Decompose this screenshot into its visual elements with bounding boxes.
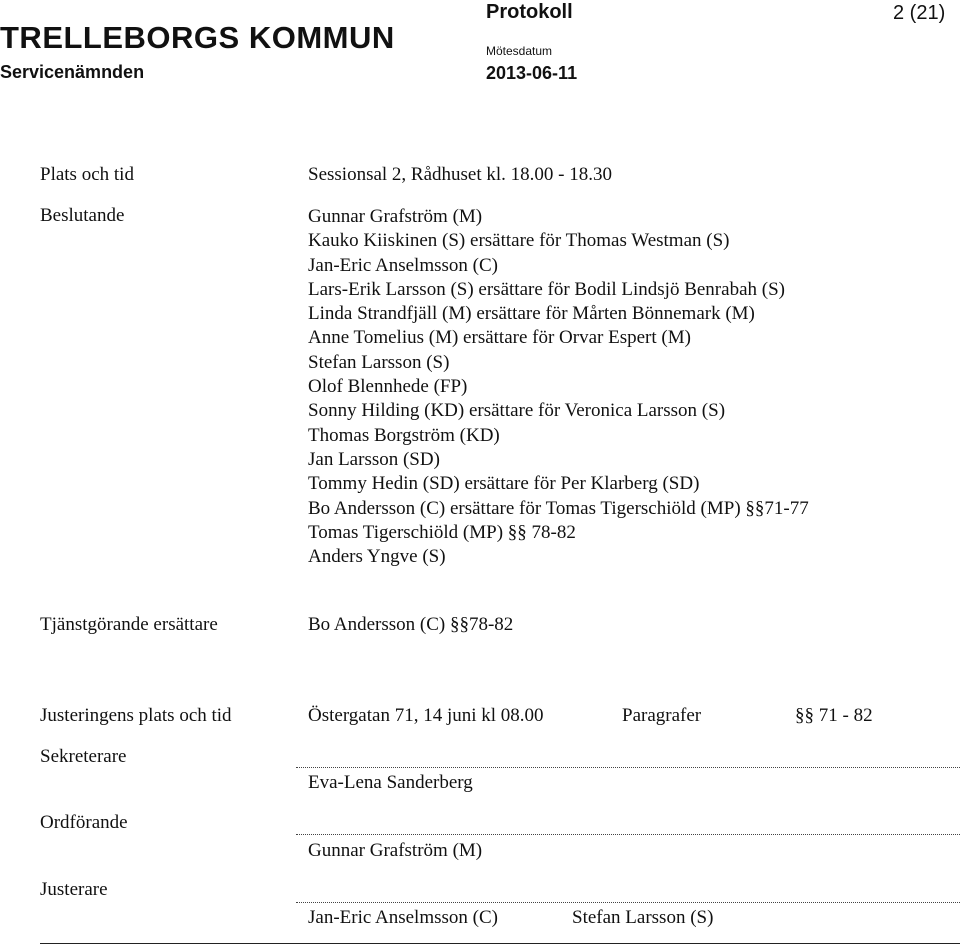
page-number: 2 (21): [893, 2, 946, 24]
list-item: Gunnar Grafström (M): [308, 206, 483, 227]
serving-substitutes-value: Bo Andersson (C) §§78-82: [308, 614, 514, 635]
adjuster-1-name: Jan-Eric Anselmsson (C): [308, 907, 498, 928]
list-item: Kauko Kiiskinen (S) ersättare för Thomas Westman (S): [308, 230, 730, 252]
page-bottom-rule: [40, 943, 960, 944]
secretary-label: Sekreterare: [40, 746, 127, 767]
list-item: Jan-Eric Anselmsson (C): [308, 254, 498, 276]
paragraphs-value: §§ 71 - 82: [795, 705, 873, 726]
adjusters-signature-line: [296, 902, 960, 903]
list-item: Stefan Larsson (S): [308, 351, 450, 373]
list-item: Lars-Erik Larsson (S) ersättare för Bodil Lindsjö Benrabah (S): [308, 278, 785, 300]
serving-substitutes-label: Tjänstgörande ersättare: [40, 614, 218, 635]
meeting-date-label: Mötesdatum: [486, 44, 553, 58]
list-item: Linda Strandfjäll (M) ersättare för Mårten Bönnemark (M): [308, 303, 755, 325]
chair-name: Gunnar Grafström (M): [308, 840, 483, 861]
adjustment-label: Justeringens plats och tid: [40, 705, 232, 726]
place-time-label: Plats och tid: [40, 164, 134, 185]
document-type: Protokoll: [486, 1, 573, 23]
list-item: Bo Andersson (C) ersättare för Tomas Tigerschiöld (MP) §§71-77: [308, 497, 809, 519]
organization-name: TRELLEBORGS KOMMUN: [0, 20, 395, 55]
list-item: Sonny Hilding (KD) ersättare för Veronica Larsson (S): [308, 400, 726, 422]
paragraphs-label: Paragrafer: [622, 705, 702, 726]
adjusters-label: Justerare: [40, 879, 108, 900]
secretary-name: Eva-Lena Sanderberg: [308, 772, 473, 793]
place-time-value: Sessionsal 2, Rådhuset kl. 18.00 - 18.30: [308, 164, 612, 185]
list-item: Tomas Tigerschiöld (MP) §§ 78-82: [308, 521, 576, 543]
list-item: Jan Larsson (SD): [308, 448, 440, 470]
meeting-date: 2013-06-11: [486, 63, 578, 83]
committee-name: Servicenämnden: [0, 62, 145, 82]
secretary-signature-line: [296, 767, 960, 768]
chair-signature-line: [296, 834, 960, 835]
chair-label: Ordförande: [40, 812, 128, 833]
list-item: Anne Tomelius (M) ersättare för Orvar Espert (M): [308, 327, 691, 349]
list-item: Thomas Borgström (KD): [308, 424, 500, 446]
decision-makers-label: Beslutande: [40, 205, 125, 226]
adjuster-2-name: Stefan Larsson (S): [572, 907, 714, 928]
adjustment-value: Östergatan 71, 14 juni kl 08.00: [308, 705, 544, 726]
list-item: Tommy Hedin (SD) ersättare för Per Klarberg (SD): [308, 473, 700, 495]
decision-makers-list: [308, 205, 809, 569]
list-item: Olof Blennhede (FP): [308, 376, 468, 398]
list-item: Anders Yngve (S): [308, 546, 446, 568]
